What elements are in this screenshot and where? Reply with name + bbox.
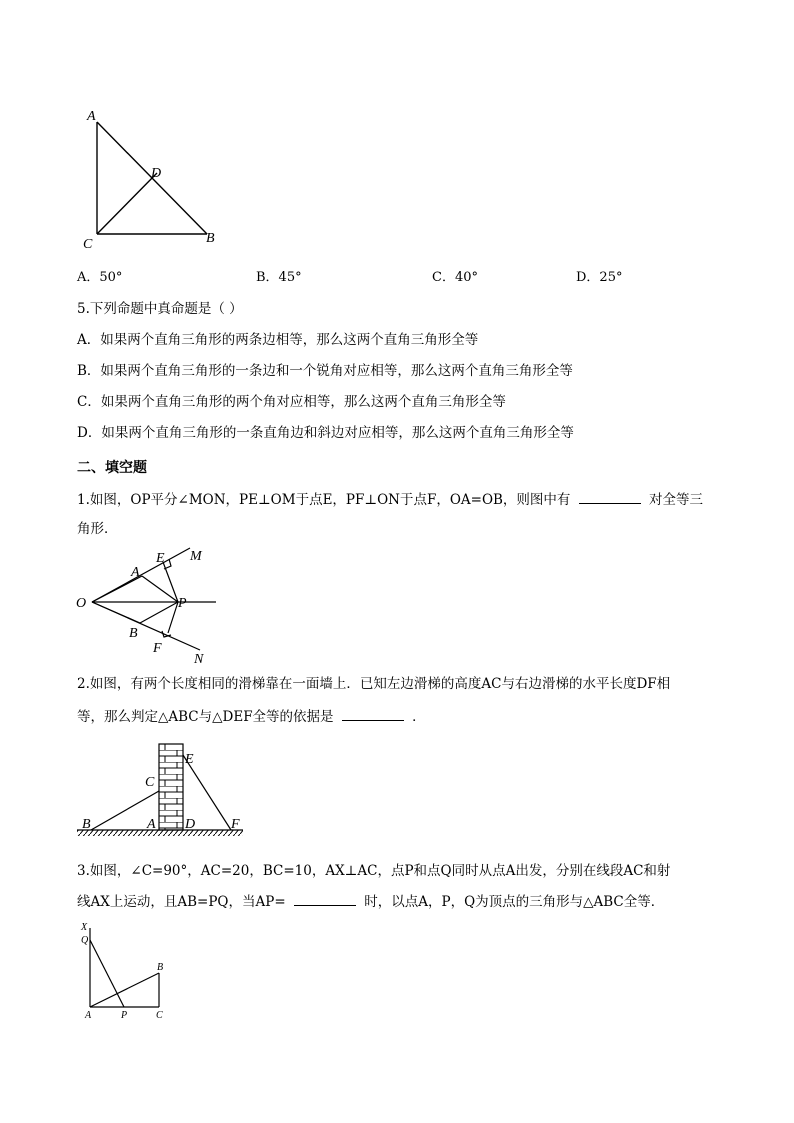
q5-option-a[interactable]: A．如果两个直角三角形的两条边相等，那么这两个直角三角形全等 (77, 332, 479, 348)
fq1-text: 1.如图，OP平分∠MON，PE⊥OM于点E，PF⊥ON于点F，OA=OB，则图中有 (77, 492, 571, 508)
label-a: A (131, 565, 140, 580)
option-c[interactable]: C．40° (432, 270, 478, 285)
label-b: B (157, 962, 164, 973)
fq2-text: 等，那么判定△ABC与△DEF全等的依据是 (77, 709, 334, 725)
fill-question-2-line1: 2.如图，有两个长度相同的滑梯靠在一面墙上．已知左边滑梯的高度AC与右边滑梯的水平长度DF相 (77, 676, 671, 692)
label-c: C (145, 775, 155, 790)
q5-option-b[interactable]: B．如果两个直角三角形的一条边和一个锐角对应相等，那么这两个直角三角形全等 (77, 363, 573, 379)
label-c: C (156, 1010, 163, 1021)
right-triangle-figure (75, 918, 185, 1023)
fill-question-3-line2 (77, 891, 664, 912)
q5-option-d[interactable]: D．如果两个直角三角形的一条直角边和斜边对应相等，那么这两个直角三角形全等 (77, 425, 574, 441)
fill-question-3-line1: 3.如图，∠C=90°，AC=20，BC=10，AX⊥AC，点P和点Q同时从点A出发，分别在线段AC和射 (77, 863, 671, 879)
q5-option-c[interactable]: C．如果两个直角三角形的两个角对应相等，那么这两个直角三角形全等 (77, 394, 506, 410)
label-x: X (81, 922, 88, 933)
answer-blank-3[interactable] (294, 891, 356, 906)
triangle-figure-q4 (75, 100, 235, 260)
label-f: F (153, 641, 162, 656)
answer-blank-2[interactable] (342, 706, 404, 721)
label-a: A (85, 1010, 92, 1021)
label-n: N (194, 652, 204, 667)
fill-question-1-line1 (77, 489, 703, 510)
label-b: B (206, 231, 215, 246)
label-o: O (76, 596, 87, 611)
angle-bisector-figure (70, 545, 230, 667)
label-e: E (156, 551, 165, 566)
label-d: D (151, 166, 162, 181)
label-a: A (147, 817, 156, 832)
fq3-text: 线AX上运动，且AB=PQ，当AP= (77, 894, 286, 910)
question-5-stem: 5.下列命题中真命题是（ ） (77, 301, 243, 317)
label-a: A (87, 109, 96, 124)
label-p: P (121, 1010, 128, 1021)
label-c: C (83, 237, 93, 252)
answer-blank-1[interactable] (579, 489, 641, 504)
label-m: M (190, 549, 202, 564)
label-e: E (185, 752, 194, 767)
fq2-text-end: ． (412, 709, 426, 725)
label-b: B (82, 817, 91, 832)
fq1-text-end: 对全等三 (649, 492, 704, 508)
option-d[interactable]: D．25° (576, 270, 623, 285)
label-d: D (185, 817, 196, 832)
option-a[interactable]: A．50° (77, 270, 123, 285)
section-title: 二、填空题 (77, 460, 147, 476)
option-b[interactable]: B．45° (256, 270, 302, 285)
fill-question-1-line2: 角形． (77, 521, 118, 537)
fill-question-2-line2 (77, 706, 426, 727)
fq3-text-end: 时，以点A，P，Q为顶点的三角形与△ABC全等． (364, 894, 665, 910)
label-q: Q (81, 935, 89, 946)
slides-wall-figure (75, 738, 250, 843)
label-p: P (178, 596, 187, 611)
label-f: F (231, 817, 240, 832)
label-b: B (129, 626, 138, 641)
